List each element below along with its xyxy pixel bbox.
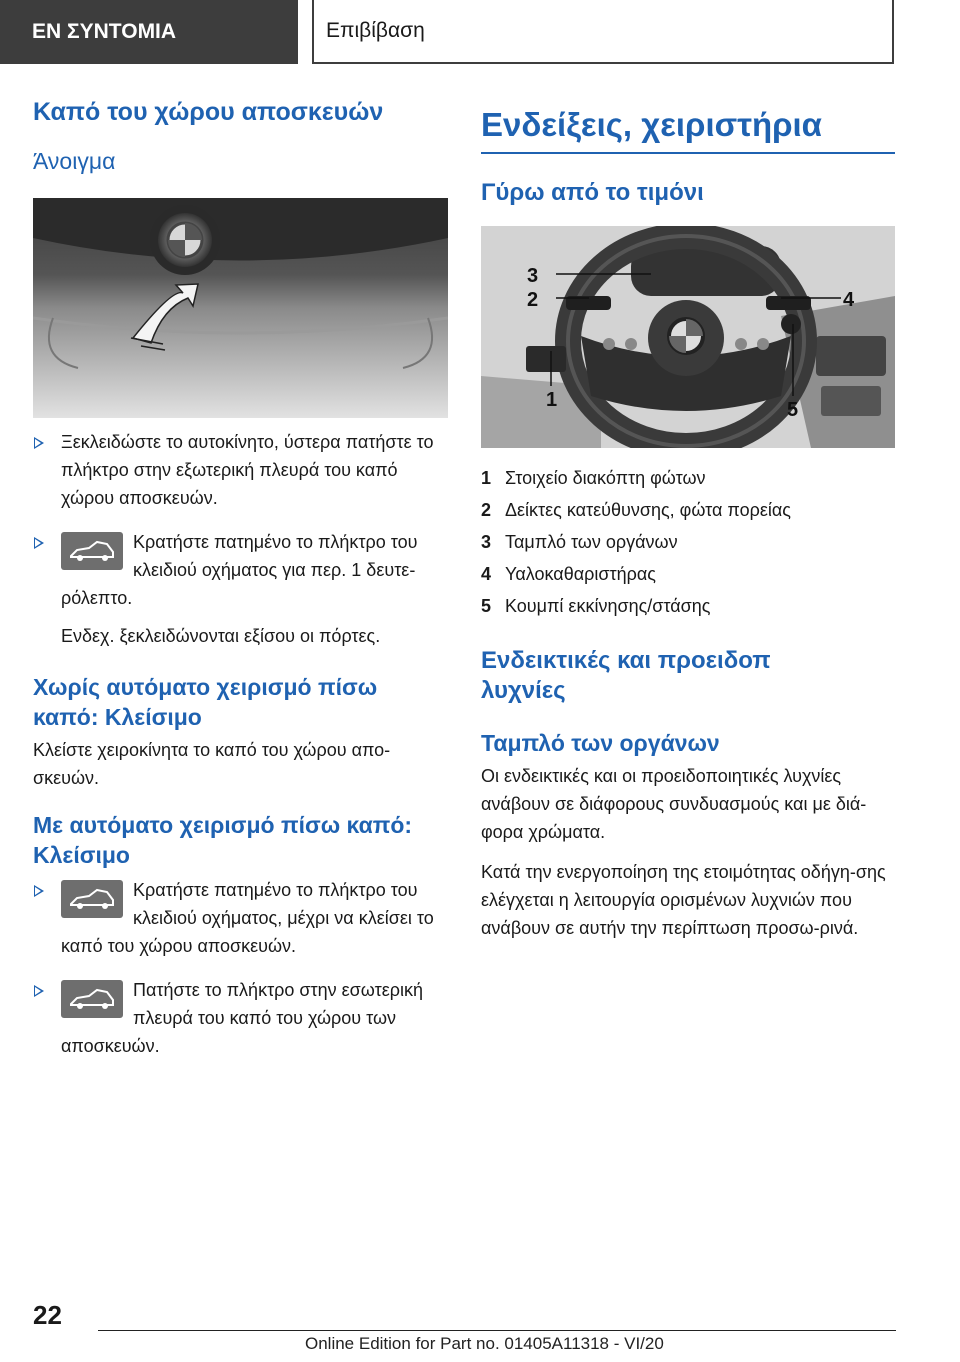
legend-text: Στοιχείο διακόπτη φώτων (505, 468, 706, 488)
page-number: 22 (33, 1300, 62, 1330)
callout-1: 1 (546, 389, 558, 411)
footer-edition: Online Edition for Part no. 01405A11318 - VI/20 (305, 1334, 664, 1353)
legend-item (481, 526, 895, 558)
section-title-trunk: Καπό του χώρου αποσκευών (33, 98, 384, 126)
section-title-controls: Ενδείξεις, χειριστήρια (481, 104, 895, 154)
callout-3: 3 (527, 265, 539, 287)
right-column (481, 104, 895, 942)
legend-item (481, 462, 895, 494)
bullet-key-hold (33, 528, 448, 650)
triangle-bullet-icon (34, 537, 44, 549)
legend-item (481, 558, 895, 590)
legend-number: 2 (481, 500, 492, 520)
subsection-steering: Γύρω από το τιμόνι (481, 179, 704, 206)
bullet-auto-key (33, 876, 448, 960)
triangle-bullet-icon (34, 437, 44, 449)
legend-text: Κουμπί εκκίνησης/στάσης (505, 596, 711, 616)
legend-number: 5 (481, 596, 492, 616)
callout-5: 5 (787, 399, 799, 421)
legend-number: 4 (481, 564, 492, 584)
legend-text: Υαλοκαθαριστήρας (505, 564, 656, 584)
panel-text-1: Οι ενδεικτικές και οι προειδοποιητικές λυχνίες ανάβουν σε διάφορους συνδυασμούς και με διά-φορα χρώματα. (481, 766, 867, 842)
legend-item (481, 494, 895, 526)
heading-instrument-panel: Ταμπλό των οργάνων (481, 730, 720, 756)
manual-close-text: Κλείστε χειροκίνητα το καπό του χώρου απο-σκευών. (33, 740, 391, 788)
legend-list (481, 462, 895, 622)
bullet-text: Ξεκλειδώστε το αυτοκίνητο, ύστερα πατήστε το πλήκτρο στην εξωτερική πλευρά του καπό χώρου αποσκευών. (61, 432, 434, 508)
bullet-auto-inner (33, 976, 448, 1060)
car-trunk-key-icon (61, 980, 123, 1018)
header-chapter (312, 0, 894, 64)
triangle-bullet-icon (34, 985, 44, 997)
legend-item (481, 590, 895, 622)
legend-number: 1 (481, 468, 492, 488)
trunk-photo (33, 198, 448, 418)
left-column (33, 96, 448, 1060)
bullet-note: Ενδεχ. ξεκλειδώνονται εξίσου οι πόρτες. (61, 626, 381, 646)
car-trunk-key-icon (61, 880, 123, 918)
legend-text: Δείκτες κατεύθυνσης, φώτα πορείας (505, 500, 791, 520)
heading-auto-close: Με αυτόματο χειρισμό πίσω καπό: Κλείσιμο (33, 812, 413, 868)
callout-4: 4 (843, 289, 855, 311)
triangle-bullet-icon (34, 885, 44, 897)
bullet-text: Κρατήστε πατημένο το πλήκτρο του κλειδιού οχήματος, μέχρι να κλείσει το καπό του χώρου αποσκευών. (61, 880, 434, 956)
car-trunk-key-icon (61, 532, 123, 570)
header-section (0, 0, 298, 64)
header-chapter-label: Επιβίβαση (326, 19, 425, 42)
panel-text-2: Κατά την ενεργοποίηση της ετοιμότητας οδήγη-σης ελέγχεται η λειτουργία ορισμένων λυχνιών που ανάβουν σε αυτήν την περίπτωση προσω-ρινά. (481, 862, 886, 938)
heading-manual-close: Χωρίς αυτόματο χειρισμό πίσω καπό: Κλείσιμο (33, 674, 378, 730)
heading-warning-lights: Ενδεικτικές και προειδοπ λυχνίες (481, 647, 771, 704)
bullet-text: Κρατήστε πατημένο το πλήκτρο του κλειδιού οχήματος για περ. 1 δευτε-ρόλεπτο. (61, 532, 418, 608)
footer-divider (98, 1330, 896, 1331)
steering-wheel-illustration (481, 226, 895, 448)
subsection-opening: Άνοιγμα (33, 148, 116, 174)
legend-text: Ταμπλό των οργάνων (505, 532, 678, 552)
bullet-text: Πατήστε το πλήκτρο στην εσωτερική πλευρά του καπό του χώρου των αποσκευών. (61, 980, 423, 1056)
header-section-label: EN ΣΥΝΤΟΜΙΑ (32, 20, 177, 43)
legend-number: 3 (481, 532, 492, 552)
bullet-unlock-press (33, 428, 448, 512)
callout-2: 2 (527, 289, 539, 311)
